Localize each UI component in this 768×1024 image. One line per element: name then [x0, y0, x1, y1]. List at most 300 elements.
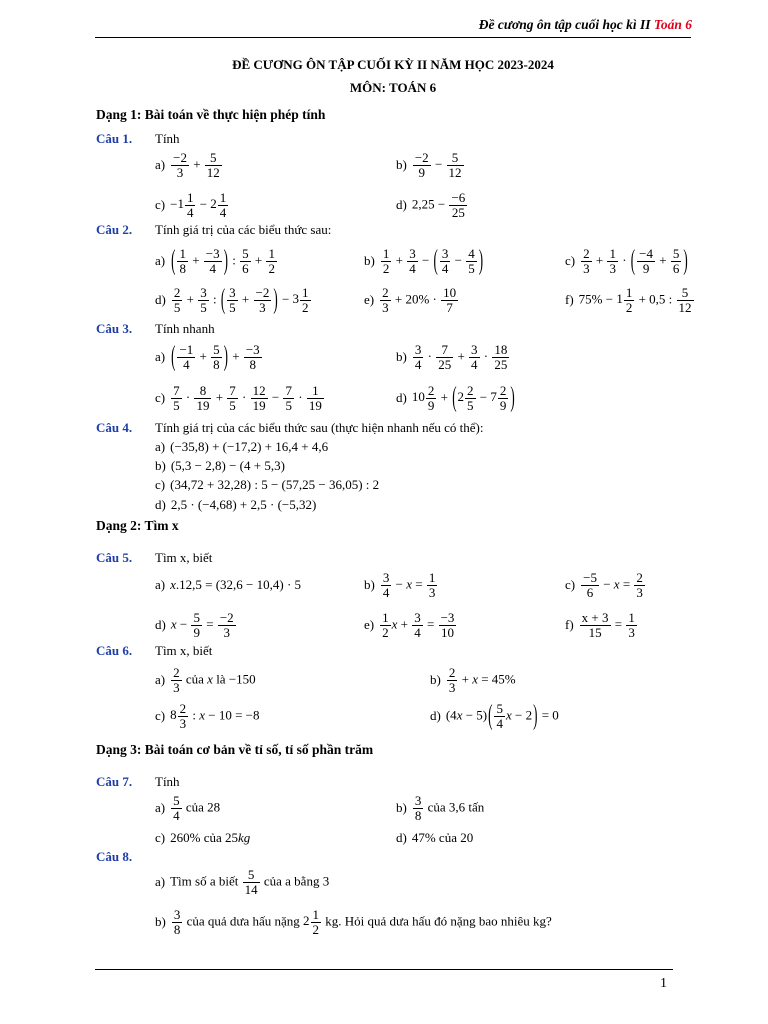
page-header: [479, 16, 692, 34]
fraction-numerator: 2: [382, 284, 389, 300]
document-subtitle: MÔN: TOÁN 6: [349, 80, 437, 95]
item-2a: [155, 242, 278, 277]
mixed-whole: 7: [490, 388, 497, 404]
item-2c: [565, 242, 689, 277]
fraction-denominator: 8: [173, 921, 181, 937]
math-text: 2,5 · (−4,68) + 2,5 · (−5,32): [170, 496, 317, 512]
math-expression: [580, 571, 646, 600]
fraction: [427, 571, 438, 600]
fraction: [254, 286, 272, 315]
item-label: a): [155, 672, 166, 687]
mixed-number: [292, 284, 312, 315]
section-heading-3: Dạng 3: Bài toán cơ bản về tỉ số, tỉ số phần trăm: [96, 742, 374, 757]
item-row: [0, 609, 768, 641]
item-row: [0, 149, 768, 181]
fraction-numerator: 3: [414, 609, 421, 625]
fraction: [177, 343, 195, 372]
right-paren: ): [273, 281, 278, 315]
mixed-number: [170, 700, 189, 731]
item-label: b): [430, 672, 441, 687]
math-expression: [171, 908, 552, 937]
math-expression: [580, 242, 689, 276]
fraction-numerator: 1: [312, 906, 320, 922]
footer-rule: [95, 969, 673, 970]
item-label: a): [155, 800, 166, 815]
math-text: :: [228, 251, 240, 267]
item-label: a): [155, 157, 166, 172]
item-row: [0, 697, 768, 732]
fraction: [671, 247, 682, 276]
math-text: −: [278, 290, 293, 306]
header-doc-title: Đề cương ôn tập cuối học kì II: [478, 17, 651, 32]
item-5e: [364, 609, 457, 641]
fraction: [204, 247, 222, 276]
item-1d: [396, 189, 468, 221]
math-expression: [411, 379, 516, 413]
fraction-numerator: 3: [173, 906, 181, 922]
math-text: +: [397, 615, 412, 631]
fraction: [492, 343, 509, 372]
question-6: [96, 643, 696, 659]
mixed-whole: 1: [177, 195, 184, 211]
math-expression: [170, 384, 325, 413]
fraction: [380, 286, 391, 315]
fraction-denominator: 3: [176, 164, 184, 180]
question-label: Câu 3.: [96, 321, 133, 336]
question-3: [96, 321, 696, 337]
item-label: c): [155, 197, 166, 212]
math-variable: x: [406, 575, 412, 591]
fraction: [244, 343, 262, 372]
math-text: :: [189, 706, 200, 722]
fraction: [191, 611, 202, 640]
item-label: b): [396, 800, 407, 815]
fraction-numerator: 5: [672, 245, 680, 261]
fraction-denominator: 3: [259, 299, 266, 315]
fraction: [449, 191, 467, 220]
fraction: [211, 343, 222, 372]
fraction-denominator: 25: [451, 204, 465, 220]
item-label: a): [155, 874, 166, 889]
fraction: [413, 794, 424, 823]
math-variable: x: [199, 706, 206, 722]
item-label: c): [565, 577, 576, 592]
left-paren: (: [433, 242, 438, 276]
math-text: 75% −: [578, 290, 617, 306]
fraction: [205, 151, 222, 180]
question-5: [96, 550, 696, 566]
fraction-numerator: −1: [179, 341, 194, 357]
item-5a: [155, 569, 301, 601]
fraction: [307, 384, 324, 413]
fraction-numerator: −6: [451, 189, 466, 205]
question-7: [96, 774, 696, 790]
question-label: Câu 7.: [96, 774, 133, 789]
fraction-numerator: −2: [173, 149, 187, 165]
math-text: là −150: [212, 670, 256, 686]
item-1a: [155, 149, 223, 181]
fraction-numerator: 10: [443, 284, 457, 300]
math-expression: [170, 440, 328, 454]
fraction-numerator: 2: [427, 382, 435, 398]
math-expression: [170, 242, 278, 276]
document-title: ĐỀ CƯƠNG ÔN TẬP CUỐI KỲ II NĂM HỌC 2023-2024: [232, 57, 554, 72]
fraction: [447, 151, 464, 180]
fraction: [171, 151, 189, 180]
math-text: −: [392, 575, 407, 591]
fraction-denominator: 5: [173, 299, 181, 315]
fraction-numerator: 5: [496, 700, 503, 716]
math-text: kg. Hỏi quả dưa hấu đó nặng bao nhiêu kg?: [322, 912, 552, 928]
fraction-denominator: 5: [285, 397, 292, 413]
question-label: Câu 1.: [96, 131, 133, 146]
item-1b: [396, 149, 465, 181]
left-paren: (: [488, 697, 493, 731]
fraction: [413, 151, 431, 180]
math-expression: [380, 242, 484, 276]
fraction-numerator: 2: [173, 664, 180, 680]
math-expression: [170, 794, 220, 823]
fraction-denominator: 2: [382, 624, 389, 640]
item-label: d): [396, 830, 407, 845]
fraction-numerator: 3: [382, 569, 390, 585]
item-3b: [396, 341, 510, 373]
math-text: −: [176, 615, 191, 631]
math-text: 47% của 20: [411, 830, 474, 845]
mixed-number: [457, 382, 477, 413]
item-6b: [430, 664, 516, 696]
fraction-numerator: 1: [428, 569, 436, 585]
fraction-denominator: 3: [179, 715, 187, 731]
item-row: [0, 338, 768, 373]
fraction: [171, 384, 182, 413]
fraction-numerator: 5: [242, 245, 249, 261]
fraction-denominator: 8: [213, 356, 220, 372]
question-2: [96, 222, 696, 238]
math-text: ·: [424, 347, 436, 363]
left-paren: (: [630, 242, 636, 276]
item-label: d): [155, 496, 166, 512]
fraction-numerator: 3: [229, 284, 236, 300]
page-number: 1: [660, 976, 667, 991]
item-label: c): [155, 390, 166, 405]
fraction-denominator: 4: [183, 356, 190, 372]
fraction-denominator: 5: [468, 260, 475, 276]
math-text: (4: [445, 706, 457, 722]
math-text: Tìm số a biết: [170, 872, 242, 888]
fraction: [381, 247, 392, 276]
math-text: = 0: [538, 706, 559, 722]
right-paren: ): [533, 697, 538, 731]
header-subject: Toán 6: [653, 17, 692, 32]
right-paren: ): [478, 242, 484, 276]
fraction-denominator: 2: [302, 299, 309, 315]
item-5c: [565, 569, 646, 601]
math-text: +: [183, 290, 198, 306]
math-variable: x: [613, 575, 620, 591]
fraction: [251, 384, 268, 413]
math-text: =: [619, 575, 634, 591]
fraction-denominator: 4: [496, 715, 503, 731]
fraction-numerator: −3: [440, 609, 455, 625]
fraction: [441, 286, 458, 315]
question-label: Câu 6.: [96, 643, 133, 658]
fraction-denominator: 9: [418, 164, 426, 180]
fraction-numerator: 7: [173, 382, 180, 398]
fraction-numerator: −4: [639, 245, 653, 261]
math-expression: [170, 338, 263, 372]
math-expression: [170, 578, 301, 592]
fraction-numerator: −2: [414, 149, 429, 165]
math-text: = 45%: [477, 670, 516, 686]
item-row: [0, 189, 768, 221]
fraction-numerator: 5: [677, 286, 694, 301]
fraction-numerator: 5: [173, 792, 180, 808]
mixed-whole: 1: [616, 290, 623, 306]
math-text: −: [196, 195, 211, 211]
fraction: [440, 247, 451, 276]
fraction-denominator: 9: [193, 624, 200, 640]
math-variable: kg: [237, 830, 251, 845]
math-text: − 10 = −8: [205, 706, 260, 722]
fraction-numerator: 18: [494, 341, 508, 357]
math-text: +: [212, 388, 227, 404]
question-1: [96, 131, 696, 147]
fraction-numerator: 3: [414, 792, 422, 808]
fraction-denominator: 12: [678, 299, 692, 315]
fraction-denominator: 6: [586, 584, 594, 600]
math-text: của 3,6 tấn: [424, 798, 485, 814]
item-label: f): [565, 292, 574, 307]
fraction-numerator: 1: [302, 284, 309, 300]
fraction: [407, 247, 418, 276]
item-3d: [396, 379, 516, 414]
math-expression: [379, 611, 457, 640]
fraction: [607, 247, 618, 276]
math-text: +: [437, 388, 452, 404]
item-4a: [155, 437, 328, 456]
math-text: +: [592, 251, 607, 267]
fraction: [218, 611, 236, 640]
fraction: [171, 794, 182, 823]
item-label: d): [155, 292, 166, 307]
fraction-numerator: −5: [583, 569, 597, 585]
fraction-denominator: 3: [636, 584, 643, 600]
item-7a: [155, 792, 220, 824]
item-label: d): [396, 390, 407, 405]
fraction-numerator: −2: [255, 284, 270, 300]
item-8b: [155, 906, 552, 938]
header-rule: [95, 37, 691, 38]
left-paren: (: [171, 338, 176, 372]
item-row: [0, 866, 768, 898]
fraction: [185, 191, 196, 220]
fraction: [198, 286, 209, 315]
math-text: +: [196, 347, 211, 363]
fraction-denominator: 19: [196, 397, 210, 413]
fraction-numerator: 3: [471, 341, 478, 357]
math-text: −: [268, 388, 283, 404]
mixed-whole: 3: [292, 290, 300, 306]
fraction: [178, 702, 189, 731]
math-text: +: [458, 670, 473, 686]
fraction: [171, 666, 182, 695]
math-variable: x: [170, 615, 177, 631]
fraction-denominator: 4: [219, 204, 227, 220]
math-variable: x: [505, 706, 512, 722]
item-6d: [430, 697, 559, 732]
fraction-numerator: 7: [229, 382, 236, 398]
fraction: [494, 702, 505, 731]
math-expression: [170, 868, 329, 897]
mixed-number: [210, 189, 229, 220]
right-paren: ): [223, 338, 228, 372]
fraction-denominator: 5: [173, 397, 180, 413]
item-row: [0, 495, 768, 514]
math-text: +: [392, 251, 407, 267]
math-text: ·: [618, 251, 630, 267]
fraction-numerator: 7: [436, 343, 453, 358]
math-expression: [412, 151, 465, 180]
fraction: [581, 247, 592, 276]
fraction-numerator: 1: [625, 284, 633, 300]
math-text: :: [209, 290, 220, 306]
item-label: a): [155, 349, 166, 364]
fraction-denominator: 2: [312, 921, 320, 937]
fraction-numerator: 5: [205, 151, 222, 166]
fraction-numerator: 2: [499, 382, 507, 398]
item-1c: [155, 189, 229, 221]
item-8a: [155, 866, 329, 898]
math-expression: [412, 794, 484, 823]
fraction-numerator: 1: [382, 245, 390, 261]
item-row: [0, 664, 768, 696]
fraction-numerator: −3: [245, 341, 260, 357]
fraction: [637, 247, 655, 276]
fraction-denominator: 9: [427, 397, 435, 413]
mixed-number: [490, 382, 509, 413]
mixed-number: [616, 284, 635, 315]
math-text: =: [611, 615, 626, 631]
math-text: −: [476, 388, 491, 404]
math-variable: x: [472, 670, 478, 686]
math-text: .12,5 = (32,6 − 10,4) · 5: [175, 577, 302, 592]
fraction: [626, 611, 637, 640]
math-expression: [171, 281, 312, 315]
fraction-denominator: 2: [382, 260, 390, 276]
math-expression: [412, 191, 468, 220]
math-text: ·: [480, 347, 492, 363]
fraction: [243, 868, 260, 897]
item-4d: [155, 495, 316, 514]
fraction-denominator: 14: [244, 881, 258, 897]
item-label: c): [155, 476, 166, 492]
fraction-denominator: 19: [308, 397, 322, 413]
fraction: [581, 571, 599, 600]
fraction-denominator: 12: [206, 164, 220, 180]
fraction: [227, 286, 238, 315]
item-5d: [155, 609, 237, 641]
math-text: −: [418, 251, 433, 267]
math-text: ·: [182, 388, 194, 404]
section-heading-2: Dạng 2: Tìm x: [96, 518, 179, 533]
item-3c: [155, 382, 325, 414]
question-prompt: Tính giá trị của các biểu thức sau (thực hiện nhanh nếu có thể):: [155, 420, 484, 435]
fraction-numerator: 2: [583, 245, 590, 261]
fraction: [194, 384, 211, 413]
math-text: ·: [294, 388, 306, 404]
item-6c: [155, 700, 260, 732]
fraction: [412, 611, 423, 640]
fraction: [311, 908, 322, 937]
item-row: [0, 792, 768, 824]
item-5f: [565, 609, 638, 641]
item-2b: [364, 242, 484, 277]
item-label: a): [155, 438, 166, 454]
math-expression: [445, 697, 559, 731]
math-text: −: [451, 251, 466, 267]
item-2f: [565, 284, 695, 316]
item-label: b): [364, 577, 375, 592]
fraction: [624, 286, 635, 315]
math-text: =: [411, 575, 426, 591]
item-7b: [396, 792, 484, 824]
fraction: [447, 666, 458, 695]
item-label: b): [396, 349, 407, 364]
item-label: e): [364, 617, 375, 632]
question-label: Câu 4.: [96, 420, 133, 435]
math-text: + 20% ·: [391, 290, 441, 306]
item-label: c): [155, 830, 166, 845]
item-row: [0, 475, 768, 494]
item-label: d): [396, 197, 407, 212]
math-text: của quả dưa hấu nặng: [183, 912, 304, 928]
math-expression: [170, 151, 223, 180]
fraction-denominator: 10: [441, 624, 454, 640]
math-text: của 28: [182, 798, 221, 814]
math-text: 260% của 25: [170, 830, 238, 845]
fraction-denominator: 9: [642, 260, 650, 276]
math-text: +: [228, 347, 243, 363]
math-text: −: [431, 155, 446, 171]
math-text: (34,72 + 32,28) : 5 − (57,25 − 36,05) : 2: [170, 476, 380, 492]
item-label: e): [364, 292, 375, 307]
fraction-numerator: 1: [382, 609, 389, 625]
item-3a: [155, 338, 263, 373]
fraction-denominator: 25: [438, 356, 452, 372]
fraction-denominator: 3: [583, 260, 590, 276]
fraction-denominator: 6: [672, 260, 680, 276]
fraction: [218, 191, 229, 220]
fraction-denominator: 3: [628, 624, 635, 640]
fraction-numerator: 12: [252, 382, 266, 398]
fraction-numerator: 3: [409, 245, 416, 261]
fraction: [283, 384, 294, 413]
fraction: [469, 343, 480, 372]
item-label: c): [565, 253, 576, 268]
fraction: [172, 286, 183, 315]
fraction-denominator: 5: [467, 397, 474, 413]
fraction-numerator: 2: [173, 284, 181, 300]
fraction-numerator: 5: [193, 609, 200, 625]
mixed-whole: 2: [457, 388, 465, 404]
math-text: +: [251, 251, 266, 267]
math-text: + 0,5 :: [635, 290, 676, 306]
fraction: [466, 247, 477, 276]
math-text: +: [238, 290, 253, 306]
question-label: Câu 8.: [96, 849, 133, 864]
fraction-denominator: 4: [173, 807, 180, 823]
